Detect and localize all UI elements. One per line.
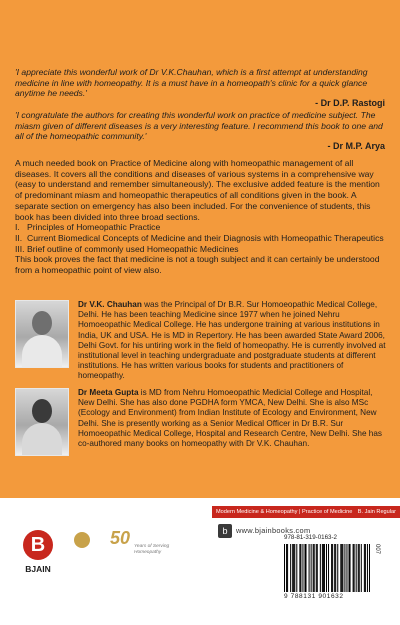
publisher-logo-icon: B [30,534,46,556]
ean-number: 9 788131 901632 [284,593,344,600]
section-list [15,222,387,254]
quote-rastogi: 'I appreciate this wonderful work of Dr V.K.Chauhan, which is a first attempt at understanding medicine in line with homeopathy. It is a must have in a homeopath's clinic for a quick glance anytime he needs.' [15,67,368,99]
category-bar [212,506,400,518]
anniversary-tagline: Years of Serving Homeopathy [134,544,170,555]
author-photo [15,388,69,456]
author-name: Dr Meeta Gupta [78,388,139,397]
section-number: I. [15,222,20,233]
description-outro: This book proves the fact that medicine is not a tough subject and it can certainly be understood from a homeopathic point of view also. [15,254,380,276]
author-bio [78,300,387,382]
author-bio-text: was the Principal of Dr B.R. Sur Homoeopathic Medical College, Delhi. He has been teaching Medicine since 1977 when he joined Nehru Homoeopathic Medical College. He has undergone training at various institutions in India, UK and USA. He is MD in Repertory. He has been awarded State Award 2006, Delhi Govt. for his untiring work in the field of homeopathy. He is currently involved at institutional level in teaching undergraduate and postgraduate students at different institutions. He has written various books for students and practitioners of homeopathy. [78,300,386,381]
gold-emblem-icon [74,532,90,548]
anniversary-number: 50 [110,528,131,548]
product-code: 007 [374,544,380,555]
imprint-label: B. Jain Regular [357,509,396,515]
quote-arya: 'I congratulate the authors for creating this wonderful work on practice of medicine subject. The miasm given of different diseases is a very interesting feature. I recommend this book to one and all of the homeopathic community.' [15,110,383,142]
section-item [15,244,387,255]
quote-attribution-rastogi: - Dr D.P. Rastogi [315,98,385,108]
author-name: Dr V.K. Chauhan [78,300,142,309]
isbn-text: 978-81-319-0163-2 [284,534,337,541]
category-label: Modern Medicine & Homeopathy | Practice of Medicine [216,509,353,515]
barcode-block [280,534,386,602]
site-logo-icon: b [218,524,232,538]
section-title: Principles of Homeopathic Practice [27,222,161,233]
section-number: II. [15,232,23,243]
book-description [15,158,387,276]
barcode-icon [284,544,370,592]
quote-attribution-arya: - Dr M.P. Arya [327,141,385,151]
section-number: III. [15,243,25,254]
publisher-name: BJAIN [25,564,51,574]
publisher-logo [20,530,56,586]
section-title: Current Biomedical Concepts of Medicine and their Diagnosis with Homeopathic Therapeutics [27,232,384,243]
website-link[interactable]: www.bjainbooks.com [236,526,311,535]
section-title: Brief outline of commonly used Homeopathic Medicines [27,243,239,254]
anniversary-badge [74,528,174,558]
author-photo [15,300,69,368]
description-intro: A much needed book on Practice of Medicine along with homeopathic management of all diseases. It covers all the conditions and diseases of various systems in a comprehensive way (easy to understand and remember simultaneously). The exclusive added feature is the mention of predominant miasm and homeopathic therapeutics of all conditions given in the book. A separate section on emergency has also been included. For the convenience of students, this book has been divided into three broad sections. [15,158,380,222]
section-item [15,222,387,233]
author-bio [78,388,387,449]
author-bio-text: is MD from Nehru Homoeopathic Medicial College and Hospital, New Delhi. She has also done PGDHA form YMCA, New Delhi. She is also MSc (Ecology and Environment) from Indian Institute of Ecology and Environment, New Delhi. She is presently working as a Senior Medical Officer in Dr B.R. Sur Homoeopathic Medical College, Hospital and Research Centre, New Delhi. She has co-authored many books on homeopathy with Dr V.K. Chauhan. [78,388,383,449]
section-item [15,233,387,244]
